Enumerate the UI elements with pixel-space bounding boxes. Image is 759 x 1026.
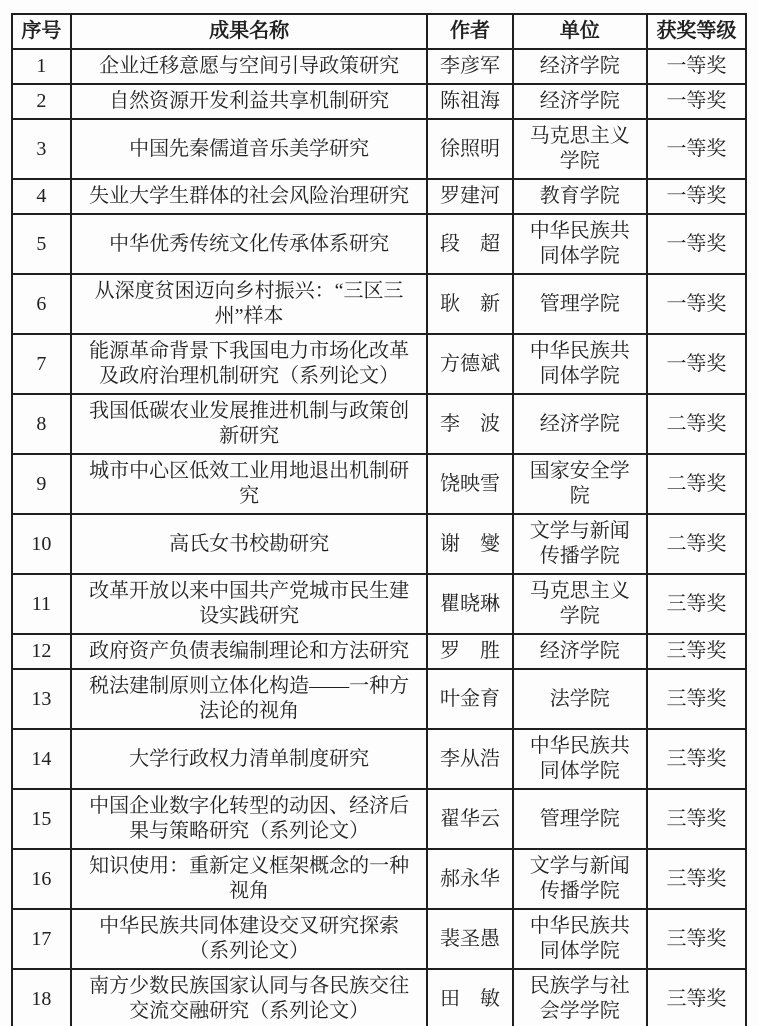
column-header-no: 序号 [12, 14, 71, 49]
column-header-unit: 单位 [513, 14, 647, 49]
cell-author: 徐照明 [427, 119, 512, 179]
cell-award: 三等奖 [647, 634, 746, 669]
cell-name: 南方少数民族国家认同与各民族交往交流交融研究（系列论文） [71, 969, 428, 1026]
cell-name: 我国低碳农业发展推进机制与政策创新研究 [71, 394, 428, 454]
cell-award: 二等奖 [647, 514, 746, 574]
cell-no: 7 [12, 334, 71, 394]
cell-author: 段 超 [427, 214, 512, 274]
cell-name: 中国企业数字化转型的动因、经济后果与策略研究（系列论文） [71, 789, 428, 849]
cell-no: 17 [12, 909, 71, 969]
cell-name: 知识使用：重新定义框架概念的一种视角 [71, 849, 428, 909]
cell-award: 二等奖 [647, 454, 746, 514]
table-row [12, 669, 746, 729]
table-header [12, 14, 746, 49]
cell-award: 三等奖 [647, 729, 746, 789]
cell-unit: 经济学院 [513, 84, 647, 119]
cell-author: 李彦军 [427, 49, 512, 84]
header-row [12, 14, 746, 49]
cell-unit: 文学与新闻传播学院 [513, 849, 647, 909]
cell-unit: 中华民族共同体学院 [513, 214, 647, 274]
cell-unit: 经济学院 [513, 634, 647, 669]
table-row [12, 574, 746, 634]
cell-award: 一等奖 [647, 119, 746, 179]
cell-name: 高氏女书校勘研究 [71, 514, 428, 574]
cell-author: 翟华云 [427, 789, 512, 849]
cell-award: 三等奖 [647, 669, 746, 729]
table-row [12, 119, 746, 179]
cell-award: 三等奖 [647, 909, 746, 969]
cell-author: 郝永华 [427, 849, 512, 909]
table-row [12, 909, 746, 969]
table-row [12, 454, 746, 514]
cell-unit: 中华民族共同体学院 [513, 729, 647, 789]
cell-award: 三等奖 [647, 574, 746, 634]
cell-author: 裴圣愚 [427, 909, 512, 969]
cell-name: 大学行政权力清单制度研究 [71, 729, 428, 789]
cell-name: 改革开放以来中国共产党城市民生建设实践研究 [71, 574, 428, 634]
cell-no: 16 [12, 849, 71, 909]
cell-no: 15 [12, 789, 71, 849]
cell-no: 2 [12, 84, 71, 119]
column-header-author: 作者 [427, 14, 512, 49]
cell-award: 二等奖 [647, 394, 746, 454]
cell-author: 李从浩 [427, 729, 512, 789]
table-row [12, 729, 746, 789]
cell-no: 12 [12, 634, 71, 669]
cell-unit: 马克思主义学院 [513, 574, 647, 634]
cell-unit: 马克思主义学院 [513, 119, 647, 179]
table-row [12, 84, 746, 119]
cell-no: 18 [12, 969, 71, 1026]
cell-author: 李 波 [427, 394, 512, 454]
cell-name: 中华民族共同体建设交叉研究探索（系列论文） [71, 909, 428, 969]
cell-name: 企业迁移意愿与空间引导政策研究 [71, 49, 428, 84]
cell-no: 6 [12, 274, 71, 334]
cell-no: 10 [12, 514, 71, 574]
table-row [12, 969, 746, 1026]
cell-no: 3 [12, 119, 71, 179]
cell-author: 饶映雪 [427, 454, 512, 514]
cell-award: 三等奖 [647, 849, 746, 909]
cell-name: 从深度贫困迈向乡村振兴：“三区三州”样本 [71, 274, 428, 334]
cell-unit: 文学与新闻传播学院 [513, 514, 647, 574]
table-row [12, 214, 746, 274]
table-row [12, 634, 746, 669]
cell-author: 罗 胜 [427, 634, 512, 669]
cell-award: 一等奖 [647, 84, 746, 119]
awards-table [11, 13, 747, 1026]
cell-unit: 国家安全学院 [513, 454, 647, 514]
cell-no: 14 [12, 729, 71, 789]
cell-award: 一等奖 [647, 179, 746, 214]
cell-no: 5 [12, 214, 71, 274]
cell-author: 田 敏 [427, 969, 512, 1026]
table-row [12, 334, 746, 394]
table-body [12, 49, 746, 1026]
cell-no: 8 [12, 394, 71, 454]
column-header-award: 获奖等级 [647, 14, 746, 49]
cell-award: 一等奖 [647, 274, 746, 334]
cell-name: 中国先秦儒道音乐美学研究 [71, 119, 428, 179]
cell-no: 11 [12, 574, 71, 634]
cell-name: 能源革命背景下我国电力市场化改革及政府治理机制研究（系列论文） [71, 334, 428, 394]
cell-award: 三等奖 [647, 969, 746, 1026]
cell-author: 耿 新 [427, 274, 512, 334]
cell-no: 13 [12, 669, 71, 729]
table-row [12, 394, 746, 454]
cell-award: 一等奖 [647, 49, 746, 84]
cell-name: 政府资产负债表编制理论和方法研究 [71, 634, 428, 669]
table-row [12, 789, 746, 849]
cell-unit: 管理学院 [513, 789, 647, 849]
cell-author: 谢 燮 [427, 514, 512, 574]
cell-no: 1 [12, 49, 71, 84]
cell-name: 中华优秀传统文化传承体系研究 [71, 214, 428, 274]
cell-author: 罗建河 [427, 179, 512, 214]
cell-author: 方德斌 [427, 334, 512, 394]
cell-unit: 管理学院 [513, 274, 647, 334]
cell-author: 瞿晓琳 [427, 574, 512, 634]
cell-author: 叶金育 [427, 669, 512, 729]
cell-award: 一等奖 [647, 214, 746, 274]
table-row [12, 179, 746, 214]
column-header-name: 成果名称 [71, 14, 428, 49]
cell-author: 陈祖海 [427, 84, 512, 119]
table-row [12, 274, 746, 334]
cell-award: 一等奖 [647, 334, 746, 394]
cell-name: 城市中心区低效工业用地退出机制研究 [71, 454, 428, 514]
table-row [12, 514, 746, 574]
table-row [12, 49, 746, 84]
cell-name: 失业大学生群体的社会风险治理研究 [71, 179, 428, 214]
cell-unit: 经济学院 [513, 394, 647, 454]
cell-no: 9 [12, 454, 71, 514]
cell-name: 自然资源开发利益共享机制研究 [71, 84, 428, 119]
cell-unit: 中华民族共同体学院 [513, 334, 647, 394]
table-row [12, 849, 746, 909]
cell-award: 三等奖 [647, 789, 746, 849]
cell-unit: 教育学院 [513, 179, 647, 214]
cell-unit: 经济学院 [513, 49, 647, 84]
cell-name: 税法建制原则立体化构造——一种方法论的视角 [71, 669, 428, 729]
cell-unit: 民族学与社会学学院 [513, 969, 647, 1026]
cell-unit: 中华民族共同体学院 [513, 909, 647, 969]
cell-no: 4 [12, 179, 71, 214]
cell-unit: 法学院 [513, 669, 647, 729]
